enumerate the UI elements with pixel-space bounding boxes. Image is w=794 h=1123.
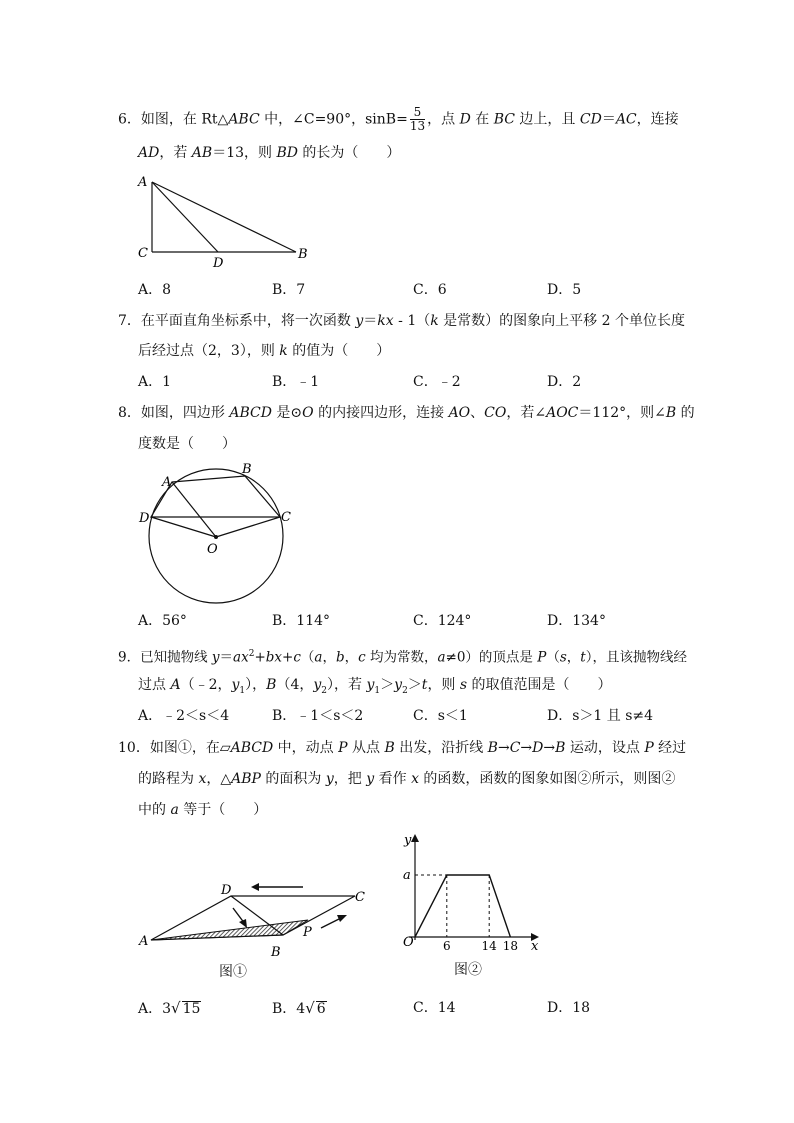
segment-ao bbox=[172, 482, 216, 537]
label-b: B bbox=[271, 945, 281, 960]
label-a: A bbox=[139, 934, 149, 949]
q8-line-1: 8．如图，四边形 ABCD 是⊙O 的内接四边形，连接 AO、CO，若∠AOC＝112°，则∠B 的 bbox=[118, 405, 695, 421]
q7-line-1: 7．在平面直角坐标系中，将一次函数 y＝kx - 1（k 是常数）的图象向上平移 2 个单位长度 bbox=[118, 313, 685, 329]
q10-line-1: 10．如图①，在▱ABCD 中，动点 P 从点 B 出发，沿折线 B→C→D→B 运动，设点 P 经过 bbox=[118, 740, 687, 756]
axis-label-y: y bbox=[404, 833, 412, 848]
q8-option-d[interactable]: D．134° bbox=[547, 613, 606, 629]
q6-option-a[interactable]: A．8 bbox=[138, 282, 172, 298]
function-curve bbox=[415, 875, 510, 937]
axis-label-x: x bbox=[531, 939, 539, 954]
q10-line-2: 的路程为 x，△ABP 的面积为 y，把 y 看作 x 的函数，函数的图象如图②所示，则图② bbox=[138, 771, 676, 787]
q8-option-b[interactable]: B．114° bbox=[272, 613, 331, 629]
q10-option-d[interactable]: D．18 bbox=[547, 1000, 591, 1016]
q10-option-b[interactable]: B．4√ 6 bbox=[272, 999, 326, 1017]
label-b: B bbox=[242, 462, 252, 477]
q7-option-c[interactable]: C．﹣2 bbox=[413, 374, 461, 390]
tick-18: 18 bbox=[502, 939, 519, 953]
q6-option-c[interactable]: C．6 bbox=[413, 282, 447, 298]
sin-b-fraction: $\frac{5}{13}$ bbox=[409, 105, 426, 133]
q9-option-b[interactable]: B．﹣1＜s＜2 bbox=[272, 708, 364, 724]
q6-line-2: AD，若 AB＝13，则 BD 的长为（ ） bbox=[138, 145, 401, 161]
q9-line-2: 过点 A（﹣2，$y_1$），B（4，$y_2$），若 $y_1>y_2>t$，则 s 的取值范围是（ ） bbox=[138, 677, 612, 696]
arrow-b-to-c-head bbox=[337, 915, 347, 922]
q7-line-2: 后经过点（2，3），则 k 的值为（ ） bbox=[138, 343, 391, 359]
q7-option-d[interactable]: D．2 bbox=[547, 374, 582, 390]
label-d: D bbox=[139, 511, 150, 526]
q8-option-a[interactable]: A．56° bbox=[138, 613, 187, 629]
label-c: C bbox=[281, 510, 291, 525]
arrow-c-to-d-head bbox=[251, 883, 259, 891]
q7-option-b[interactable]: B．﹣1 bbox=[272, 374, 320, 390]
q9-option-c[interactable]: C．s＜1 bbox=[413, 708, 468, 724]
q7-option-a[interactable]: A．1 bbox=[138, 374, 172, 390]
label-d: D bbox=[221, 883, 232, 898]
segment-co bbox=[216, 517, 280, 537]
label-d: D bbox=[213, 256, 224, 270]
q10-function-graph bbox=[395, 832, 545, 957]
segment-ad bbox=[152, 182, 218, 252]
label-o: O bbox=[207, 542, 218, 557]
y-axis-arrow bbox=[411, 834, 419, 842]
q6-option-b[interactable]: B．7 bbox=[272, 282, 306, 298]
label-a-level: a bbox=[403, 868, 411, 883]
q10-option-a[interactable]: A．3√ 15 bbox=[138, 999, 201, 1017]
label-a: A bbox=[162, 475, 172, 490]
q9-option-a[interactable]: A．﹣2＜s＜4 bbox=[138, 708, 230, 724]
figure-1-caption: 图① bbox=[219, 964, 247, 980]
arrow-d-to-b-head bbox=[239, 919, 247, 928]
q8-line-2: 度数是（ ） bbox=[138, 436, 236, 452]
tick-6: 6 bbox=[442, 939, 451, 953]
figure-2-caption: 图② bbox=[454, 962, 482, 978]
q9-line-1: 9．已知抛物线 $y=ax^2+bx+c(a$，b，c 均为常数，a≠0）的顶点是 P（s，t），且该抛物线经 bbox=[118, 649, 687, 666]
q8-circle-figure bbox=[130, 458, 310, 608]
label-c: C bbox=[355, 890, 365, 905]
label-p: P bbox=[303, 925, 312, 940]
center-dot bbox=[214, 535, 218, 539]
q10-parallelogram-figure bbox=[135, 876, 375, 976]
tick-14: 14 bbox=[481, 939, 497, 953]
q10-option-c[interactable]: C．14 bbox=[413, 1000, 456, 1016]
q8-option-c[interactable]: C．124° bbox=[413, 613, 472, 629]
q6-line-1: 6．如图，在 Rt△ABC 中，∠C=90°，sinB= $\frac{5}{13}$ ，点 D 在 BC 边上，且 CD＝AC，连接 bbox=[118, 105, 679, 133]
segment-do bbox=[151, 517, 216, 537]
label-b: B bbox=[298, 247, 308, 262]
q9-option-d[interactable]: D．s＞1 且 s≠4 bbox=[547, 708, 654, 724]
origin-label: O bbox=[403, 935, 414, 950]
label-c: C bbox=[138, 246, 148, 261]
side-ab bbox=[152, 182, 296, 252]
q6-option-d[interactable]: D．5 bbox=[547, 282, 582, 298]
label-a: A bbox=[138, 175, 148, 190]
q6-triangle-figure bbox=[130, 170, 320, 270]
q10-line-3: 中的 a 等于（ ） bbox=[138, 802, 268, 818]
